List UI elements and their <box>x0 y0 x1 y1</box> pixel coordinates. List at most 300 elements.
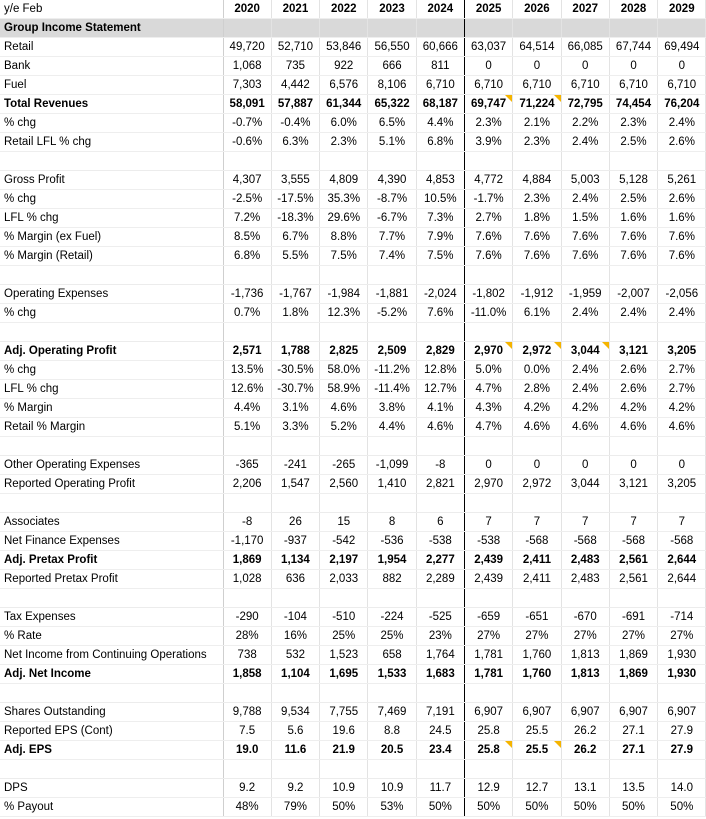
year-header-cell[interactable]: 2028 <box>609 0 657 19</box>
row-label-cell[interactable]: Operating Expenses <box>0 285 223 304</box>
value-cell[interactable]: -8.7% <box>368 190 416 209</box>
value-cell[interactable]: 1,760 <box>513 665 561 684</box>
empty-cell[interactable] <box>368 152 416 171</box>
value-cell[interactable]: 11.7 <box>416 779 464 798</box>
value-cell[interactable]: 1,533 <box>368 665 416 684</box>
value-cell[interactable]: 64,514 <box>513 38 561 57</box>
value-cell[interactable]: 1,134 <box>271 551 319 570</box>
value-cell[interactable]: 7 <box>513 513 561 532</box>
empty-cell[interactable] <box>464 323 512 342</box>
value-cell[interactable]: 6.3% <box>271 133 319 152</box>
row-label-cell[interactable]: % Rate <box>0 627 223 646</box>
value-cell[interactable]: 25% <box>320 627 368 646</box>
empty-cell[interactable] <box>658 494 706 513</box>
empty-cell[interactable] <box>271 589 319 608</box>
row-label-cell[interactable]: LFL % chg <box>0 380 223 399</box>
empty-cell[interactable] <box>561 437 609 456</box>
section-fill-cell[interactable] <box>658 19 706 38</box>
value-cell[interactable]: -651 <box>513 608 561 627</box>
empty-cell[interactable] <box>609 152 657 171</box>
value-cell[interactable]: 4.2% <box>561 399 609 418</box>
value-cell[interactable]: 1,813 <box>561 646 609 665</box>
value-cell[interactable]: 3.1% <box>271 399 319 418</box>
value-cell[interactable]: 658 <box>368 646 416 665</box>
cell-note-marker-icon[interactable] <box>554 741 561 748</box>
value-cell[interactable]: 1,869 <box>223 551 271 570</box>
value-cell[interactable]: 0 <box>561 456 609 475</box>
value-cell[interactable]: 5.1% <box>368 133 416 152</box>
value-cell[interactable]: 2,972 <box>513 475 561 494</box>
empty-cell[interactable] <box>416 152 464 171</box>
value-cell[interactable]: 2,821 <box>416 475 464 494</box>
value-cell[interactable]: 9,534 <box>271 703 319 722</box>
value-cell[interactable]: 4,853 <box>416 171 464 190</box>
empty-cell[interactable] <box>223 494 271 513</box>
value-cell[interactable]: 2.7% <box>658 380 706 399</box>
empty-cell[interactable] <box>0 589 223 608</box>
value-cell[interactable]: 19.6 <box>320 722 368 741</box>
value-cell[interactable]: 2,970 <box>464 475 512 494</box>
value-cell[interactable]: 1,869 <box>609 665 657 684</box>
value-cell[interactable]: 7.5 <box>223 722 271 741</box>
value-cell[interactable]: 3.3% <box>271 418 319 437</box>
empty-cell[interactable] <box>658 266 706 285</box>
value-cell[interactable]: -11.2% <box>368 361 416 380</box>
value-cell[interactable]: 49,720 <box>223 38 271 57</box>
value-cell[interactable]: -1,959 <box>561 285 609 304</box>
value-cell[interactable]: 1,954 <box>368 551 416 570</box>
value-cell[interactable]: 6.8% <box>223 247 271 266</box>
value-cell[interactable]: 12.8% <box>416 361 464 380</box>
value-cell[interactable]: -1,881 <box>368 285 416 304</box>
value-cell[interactable]: 4.6% <box>658 418 706 437</box>
value-cell[interactable]: 57,887 <box>271 95 319 114</box>
value-cell[interactable]: 7.5% <box>416 247 464 266</box>
empty-cell[interactable] <box>513 760 561 779</box>
empty-cell[interactable] <box>223 437 271 456</box>
value-cell[interactable]: 9.2 <box>271 779 319 798</box>
value-cell[interactable]: 2.3% <box>513 133 561 152</box>
cell-note-marker-icon[interactable] <box>505 741 512 748</box>
value-cell[interactable]: -17.5% <box>271 190 319 209</box>
value-cell[interactable]: 4.4% <box>368 418 416 437</box>
value-cell[interactable]: 69,747 <box>464 95 512 114</box>
value-cell[interactable]: 12.3% <box>320 304 368 323</box>
empty-cell[interactable] <box>561 494 609 513</box>
value-cell[interactable]: 4,809 <box>320 171 368 190</box>
section-fill-cell[interactable] <box>320 19 368 38</box>
value-cell[interactable]: 4,772 <box>464 171 512 190</box>
value-cell[interactable]: 1,523 <box>320 646 368 665</box>
value-cell[interactable]: 3.8% <box>368 399 416 418</box>
value-cell[interactable]: 5,128 <box>609 171 657 190</box>
value-cell[interactable]: 2,439 <box>464 570 512 589</box>
value-cell[interactable]: 2.8% <box>513 380 561 399</box>
empty-cell[interactable] <box>609 589 657 608</box>
value-cell[interactable]: 23.4 <box>416 741 464 760</box>
empty-cell[interactable] <box>609 266 657 285</box>
value-cell[interactable]: 7,191 <box>416 703 464 722</box>
year-header-cell[interactable]: 2023 <box>368 0 416 19</box>
empty-cell[interactable] <box>223 684 271 703</box>
empty-cell[interactable] <box>416 589 464 608</box>
value-cell[interactable]: 7.6% <box>464 247 512 266</box>
value-cell[interactable]: 12.9 <box>464 779 512 798</box>
value-cell[interactable]: 8,106 <box>368 76 416 95</box>
value-cell[interactable]: 7.6% <box>609 247 657 266</box>
empty-cell[interactable] <box>368 437 416 456</box>
value-cell[interactable]: 1,858 <box>223 665 271 684</box>
value-cell[interactable]: 7.6% <box>658 247 706 266</box>
value-cell[interactable]: 9,788 <box>223 703 271 722</box>
value-cell[interactable]: -542 <box>320 532 368 551</box>
value-cell[interactable]: 6,576 <box>320 76 368 95</box>
section-title-cell[interactable]: Group Income Statement <box>0 19 223 38</box>
value-cell[interactable]: 5.6 <box>271 722 319 741</box>
row-label-cell[interactable]: Bank <box>0 57 223 76</box>
row-label-cell[interactable]: Net Finance Expenses <box>0 532 223 551</box>
value-cell[interactable]: 4.1% <box>416 399 464 418</box>
value-cell[interactable]: 4.4% <box>223 399 271 418</box>
empty-cell[interactable] <box>223 589 271 608</box>
value-cell[interactable]: 2.3% <box>320 133 368 152</box>
row-label-cell[interactable]: Associates <box>0 513 223 532</box>
value-cell[interactable]: 4.6% <box>416 418 464 437</box>
year-header-cell[interactable]: 2029 <box>658 0 706 19</box>
value-cell[interactable]: -18.3% <box>271 209 319 228</box>
empty-cell[interactable] <box>658 589 706 608</box>
value-cell[interactable]: 1.6% <box>658 209 706 228</box>
value-cell[interactable]: 7.6% <box>416 304 464 323</box>
row-label-cell[interactable]: % Margin (Retail) <box>0 247 223 266</box>
value-cell[interactable]: -691 <box>609 608 657 627</box>
value-cell[interactable]: 63,037 <box>464 38 512 57</box>
value-cell[interactable]: -30.5% <box>271 361 319 380</box>
value-cell[interactable]: 1,930 <box>658 646 706 665</box>
value-cell[interactable]: 6,907 <box>464 703 512 722</box>
row-label-cell[interactable]: LFL % chg <box>0 209 223 228</box>
value-cell[interactable]: 2,829 <box>416 342 464 361</box>
value-cell[interactable]: 27% <box>561 627 609 646</box>
value-cell[interactable]: 6 <box>416 513 464 532</box>
empty-cell[interactable] <box>223 266 271 285</box>
value-cell[interactable]: -1.7% <box>464 190 512 209</box>
value-cell[interactable]: -659 <box>464 608 512 627</box>
value-cell[interactable]: 4.2% <box>609 399 657 418</box>
value-cell[interactable]: 5,003 <box>561 171 609 190</box>
value-cell[interactable]: 0 <box>609 57 657 76</box>
row-label-cell[interactable]: DPS <box>0 779 223 798</box>
value-cell[interactable]: -1,170 <box>223 532 271 551</box>
value-cell[interactable]: 3.9% <box>464 133 512 152</box>
value-cell[interactable]: 2,411 <box>513 570 561 589</box>
empty-cell[interactable] <box>658 152 706 171</box>
value-cell[interactable]: 10.5% <box>416 190 464 209</box>
empty-cell[interactable] <box>609 323 657 342</box>
empty-cell[interactable] <box>658 323 706 342</box>
value-cell[interactable]: 7.7% <box>368 228 416 247</box>
value-cell[interactable]: 6.5% <box>368 114 416 133</box>
value-cell[interactable]: 4.7% <box>464 418 512 437</box>
empty-cell[interactable] <box>368 494 416 513</box>
empty-cell[interactable] <box>271 760 319 779</box>
value-cell[interactable]: 0 <box>513 57 561 76</box>
value-cell[interactable]: 5.5% <box>271 247 319 266</box>
value-cell[interactable]: 2.6% <box>609 361 657 380</box>
value-cell[interactable]: 53,846 <box>320 38 368 57</box>
value-cell[interactable]: 53% <box>368 798 416 817</box>
value-cell[interactable]: 65,322 <box>368 95 416 114</box>
empty-cell[interactable] <box>561 323 609 342</box>
value-cell[interactable]: 3,121 <box>609 475 657 494</box>
year-header-cell[interactable]: 2020 <box>223 0 271 19</box>
value-cell[interactable]: 7.9% <box>416 228 464 247</box>
value-cell[interactable]: 7.6% <box>658 228 706 247</box>
value-cell[interactable]: 68,187 <box>416 95 464 114</box>
value-cell[interactable]: 52,710 <box>271 38 319 57</box>
value-cell[interactable]: 7.6% <box>561 247 609 266</box>
value-cell[interactable]: 636 <box>271 570 319 589</box>
value-cell[interactable]: -30.7% <box>271 380 319 399</box>
value-cell[interactable]: 2,483 <box>561 551 609 570</box>
empty-cell[interactable] <box>0 684 223 703</box>
empty-cell[interactable] <box>464 266 512 285</box>
value-cell[interactable]: 67,744 <box>609 38 657 57</box>
value-cell[interactable]: 7.6% <box>464 228 512 247</box>
value-cell[interactable]: 50% <box>609 798 657 817</box>
value-cell[interactable]: 48% <box>223 798 271 817</box>
empty-cell[interactable] <box>320 323 368 342</box>
value-cell[interactable]: 1.6% <box>609 209 657 228</box>
value-cell[interactable]: 11.6 <box>271 741 319 760</box>
section-fill-cell[interactable] <box>223 19 271 38</box>
empty-cell[interactable] <box>464 152 512 171</box>
value-cell[interactable]: -538 <box>464 532 512 551</box>
value-cell[interactable]: 2,561 <box>609 570 657 589</box>
empty-cell[interactable] <box>416 437 464 456</box>
empty-cell[interactable] <box>658 684 706 703</box>
value-cell[interactable]: 4.6% <box>561 418 609 437</box>
value-cell[interactable]: 6,710 <box>513 76 561 95</box>
year-header-cell[interactable]: 2024 <box>416 0 464 19</box>
value-cell[interactable]: 6.7% <box>271 228 319 247</box>
value-cell[interactable]: 27% <box>513 627 561 646</box>
value-cell[interactable]: 7.6% <box>561 228 609 247</box>
empty-cell[interactable] <box>320 152 368 171</box>
value-cell[interactable]: 1,788 <box>271 342 319 361</box>
value-cell[interactable]: 3,205 <box>658 342 706 361</box>
row-label-cell[interactable]: Reported Operating Profit <box>0 475 223 494</box>
value-cell[interactable]: 2,277 <box>416 551 464 570</box>
value-cell[interactable]: 14.0 <box>658 779 706 798</box>
empty-cell[interactable] <box>320 437 368 456</box>
empty-cell[interactable] <box>561 684 609 703</box>
value-cell[interactable]: 26.2 <box>561 722 609 741</box>
empty-cell[interactable] <box>416 494 464 513</box>
value-cell[interactable]: 50% <box>320 798 368 817</box>
value-cell[interactable]: 58.9% <box>320 380 368 399</box>
value-cell[interactable]: 6,907 <box>561 703 609 722</box>
value-cell[interactable]: 2.3% <box>609 114 657 133</box>
value-cell[interactable]: 7.4% <box>368 247 416 266</box>
value-cell[interactable]: 7.6% <box>609 228 657 247</box>
year-header-cell[interactable]: 2025 <box>464 0 512 19</box>
value-cell[interactable]: 12.6% <box>223 380 271 399</box>
empty-cell[interactable] <box>464 760 512 779</box>
value-cell[interactable]: -11.4% <box>368 380 416 399</box>
value-cell[interactable]: -2,024 <box>416 285 464 304</box>
row-label-cell[interactable]: Other Operating Expenses <box>0 456 223 475</box>
value-cell[interactable]: -536 <box>368 532 416 551</box>
empty-cell[interactable] <box>223 323 271 342</box>
value-cell[interactable]: 50% <box>464 798 512 817</box>
value-cell[interactable]: 811 <box>416 57 464 76</box>
value-cell[interactable]: 3,205 <box>658 475 706 494</box>
value-cell[interactable]: 2.4% <box>561 304 609 323</box>
value-cell[interactable]: 2.4% <box>561 361 609 380</box>
empty-cell[interactable] <box>320 760 368 779</box>
value-cell[interactable]: 0 <box>464 456 512 475</box>
value-cell[interactable]: 2.4% <box>561 380 609 399</box>
value-cell[interactable]: 2,439 <box>464 551 512 570</box>
value-cell[interactable]: 27.1 <box>609 722 657 741</box>
cell-note-marker-icon[interactable] <box>554 342 561 349</box>
row-label-cell[interactable]: % chg <box>0 304 223 323</box>
value-cell[interactable]: 0 <box>561 57 609 76</box>
value-cell[interactable]: 50% <box>658 798 706 817</box>
value-cell[interactable]: -1,099 <box>368 456 416 475</box>
empty-cell[interactable] <box>223 152 271 171</box>
value-cell[interactable]: 666 <box>368 57 416 76</box>
empty-cell[interactable] <box>513 684 561 703</box>
value-cell[interactable]: 1,781 <box>464 665 512 684</box>
value-cell[interactable]: 2.7% <box>464 209 512 228</box>
value-cell[interactable]: 6,907 <box>609 703 657 722</box>
value-cell[interactable]: 882 <box>368 570 416 589</box>
empty-cell[interactable] <box>320 494 368 513</box>
empty-cell[interactable] <box>658 437 706 456</box>
value-cell[interactable]: 2,972 <box>513 342 561 361</box>
value-cell[interactable]: 6,710 <box>416 76 464 95</box>
value-cell[interactable]: 13.1 <box>561 779 609 798</box>
value-cell[interactable]: 2,509 <box>368 342 416 361</box>
empty-cell[interactable] <box>320 589 368 608</box>
value-cell[interactable]: 4.6% <box>609 418 657 437</box>
row-label-cell[interactable]: Adj. EPS <box>0 741 223 760</box>
value-cell[interactable]: 6,907 <box>513 703 561 722</box>
value-cell[interactable]: 0.7% <box>223 304 271 323</box>
value-cell[interactable]: 5.1% <box>223 418 271 437</box>
value-cell[interactable]: 13.5% <box>223 361 271 380</box>
value-cell[interactable]: 72,795 <box>561 95 609 114</box>
value-cell[interactable]: 0 <box>658 57 706 76</box>
value-cell[interactable]: 4,442 <box>271 76 319 95</box>
value-cell[interactable]: 7 <box>561 513 609 532</box>
empty-cell[interactable] <box>658 760 706 779</box>
value-cell[interactable]: -8 <box>416 456 464 475</box>
value-cell[interactable]: -568 <box>609 532 657 551</box>
value-cell[interactable]: 4.4% <box>416 114 464 133</box>
cell-note-marker-icon[interactable] <box>602 342 609 349</box>
header-label-cell[interactable]: y/e Feb <box>0 0 223 19</box>
value-cell[interactable]: 27% <box>609 627 657 646</box>
empty-cell[interactable] <box>271 152 319 171</box>
value-cell[interactable]: 2.2% <box>561 114 609 133</box>
value-cell[interactable]: -1,767 <box>271 285 319 304</box>
value-cell[interactable]: 1,760 <box>513 646 561 665</box>
value-cell[interactable]: 0 <box>513 456 561 475</box>
section-fill-cell[interactable] <box>416 19 464 38</box>
value-cell[interactable]: 2.3% <box>464 114 512 133</box>
value-cell[interactable]: 27.9 <box>658 741 706 760</box>
value-cell[interactable]: -11.0% <box>464 304 512 323</box>
value-cell[interactable]: 2.5% <box>609 133 657 152</box>
value-cell[interactable]: 5,261 <box>658 171 706 190</box>
value-cell[interactable]: 7,755 <box>320 703 368 722</box>
value-cell[interactable]: 27% <box>464 627 512 646</box>
value-cell[interactable]: -365 <box>223 456 271 475</box>
value-cell[interactable]: -290 <box>223 608 271 627</box>
value-cell[interactable]: 4.2% <box>513 399 561 418</box>
year-header-cell[interactable]: 2022 <box>320 0 368 19</box>
row-label-cell[interactable]: Retail % Margin <box>0 418 223 437</box>
value-cell[interactable]: 1,028 <box>223 570 271 589</box>
value-cell[interactable]: -670 <box>561 608 609 627</box>
value-cell[interactable]: 25.8 <box>464 741 512 760</box>
value-cell[interactable]: 9.2 <box>223 779 271 798</box>
value-cell[interactable]: 61,344 <box>320 95 368 114</box>
empty-cell[interactable] <box>416 684 464 703</box>
value-cell[interactable]: -6.7% <box>368 209 416 228</box>
value-cell[interactable]: 50% <box>513 798 561 817</box>
value-cell[interactable]: 2.4% <box>609 304 657 323</box>
value-cell[interactable]: 8.8% <box>320 228 368 247</box>
value-cell[interactable]: 0 <box>658 456 706 475</box>
empty-cell[interactable] <box>609 684 657 703</box>
empty-cell[interactable] <box>513 152 561 171</box>
row-label-cell[interactable]: Retail <box>0 38 223 57</box>
value-cell[interactable]: 50% <box>561 798 609 817</box>
value-cell[interactable]: 1,869 <box>609 646 657 665</box>
value-cell[interactable]: 2,033 <box>320 570 368 589</box>
value-cell[interactable]: 7 <box>609 513 657 532</box>
value-cell[interactable]: -241 <box>271 456 319 475</box>
value-cell[interactable]: 2,825 <box>320 342 368 361</box>
row-label-cell[interactable]: Reported EPS (Cont) <box>0 722 223 741</box>
value-cell[interactable]: 1.8% <box>271 304 319 323</box>
value-cell[interactable]: 4.6% <box>513 418 561 437</box>
value-cell[interactable]: 1,104 <box>271 665 319 684</box>
value-cell[interactable]: 2.6% <box>658 133 706 152</box>
value-cell[interactable]: 738 <box>223 646 271 665</box>
empty-cell[interactable] <box>464 684 512 703</box>
empty-cell[interactable] <box>561 266 609 285</box>
value-cell[interactable]: -0.6% <box>223 133 271 152</box>
value-cell[interactable]: 6.8% <box>416 133 464 152</box>
value-cell[interactable]: 66,085 <box>561 38 609 57</box>
empty-cell[interactable] <box>368 684 416 703</box>
value-cell[interactable]: -1,802 <box>464 285 512 304</box>
value-cell[interactable]: -1,736 <box>223 285 271 304</box>
value-cell[interactable]: 7,469 <box>368 703 416 722</box>
year-header-cell[interactable]: 2026 <box>513 0 561 19</box>
value-cell[interactable]: 7.3% <box>416 209 464 228</box>
empty-cell[interactable] <box>464 589 512 608</box>
value-cell[interactable]: 1,764 <box>416 646 464 665</box>
value-cell[interactable]: 2.4% <box>561 133 609 152</box>
value-cell[interactable]: -0.4% <box>271 114 319 133</box>
value-cell[interactable]: 5.2% <box>320 418 368 437</box>
